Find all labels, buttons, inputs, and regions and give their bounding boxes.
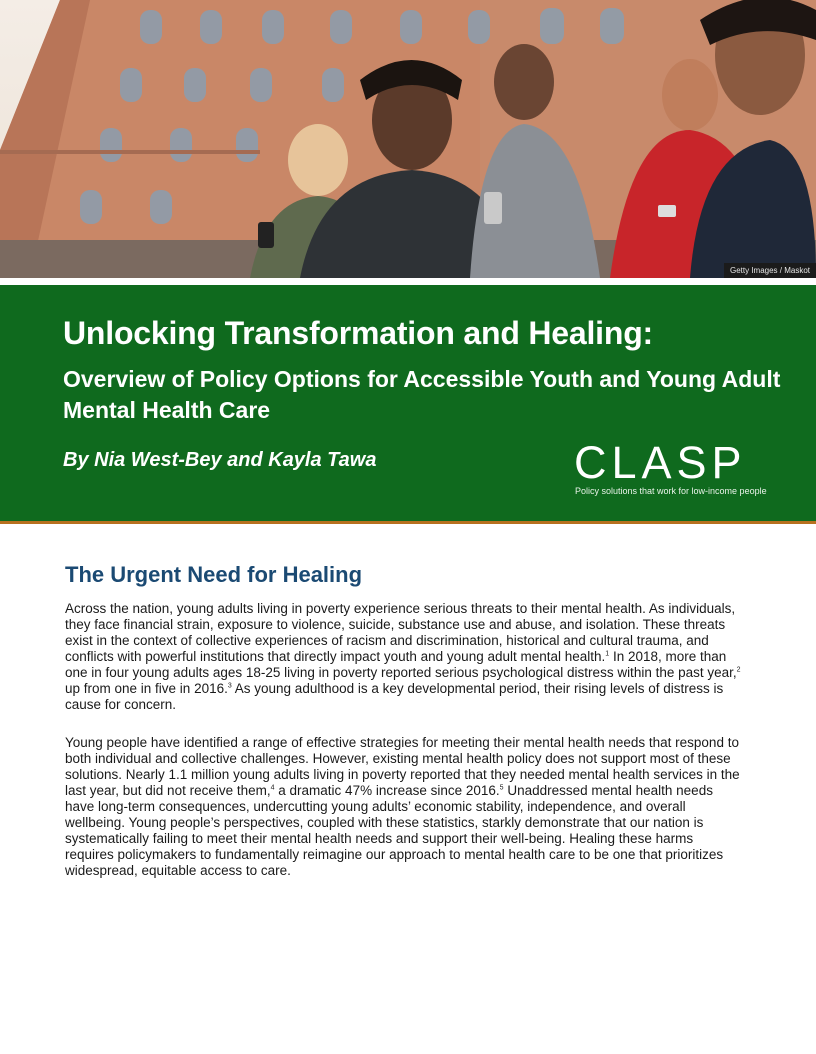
body-paragraph-1: [65, 601, 745, 713]
p2-text-c: Unaddressed mental health needs have long-term consequences, undercutting young adults’ economic stability, independence, and overall wellbeing. Young people’s perspectives, coupled with these statistics, starkly demonstrate that our nation is systematically failing to meet their mental health needs and support their well-being. Healing these harms requires policymakers to fundamentally reimagine our approach to mental health care to be one that prioritizes widespread, equitable access to care.: [65, 783, 724, 878]
p1-text-c: up from one in five in 2016.: [65, 681, 228, 696]
author-byline: By Nia West-Bey and Kayla Tawa: [63, 449, 377, 471]
footnote-ref[interactable]: 1: [605, 650, 610, 658]
p2-text-b: a dramatic 47% increase since 2016.: [274, 783, 500, 798]
footnote-ref[interactable]: 5: [499, 784, 504, 792]
p1-text-b: In 2018, more than one in four young adults ages 18-25 living in poverty reported serious psychological distress within the past year,: [65, 649, 737, 680]
p1-text-a: Across the nation, young adults living in poverty experience serious threats to their mental health. As individuals, they face financial strain, exposure to violence, suicide, substance use and abuse, and isolation. These threats exist in the context of collective experiences of racism and discrimination, historical and cultural trauma, and conflicts with powerful institutions that directly impact youth and young adult mental health.: [65, 601, 736, 664]
document-title: Unlocking Transformation and Healing:: [63, 315, 653, 351]
footnote-ref[interactable]: 2: [736, 666, 741, 674]
footnote-ref[interactable]: 3: [227, 682, 232, 690]
hero-illustration: [0, 0, 816, 278]
hero-photo: [0, 0, 816, 278]
clasp-logo: [574, 437, 774, 497]
logo-wordmark: CLASP: [574, 437, 747, 488]
footnote-ref[interactable]: 4: [270, 784, 275, 792]
body-paragraph-2: [65, 735, 745, 879]
photo-credit: Getty Images / Maskot: [724, 263, 816, 278]
document-subtitle: Overview of Policy Options for Accessible Youth and Young Adult Mental Health Care: [63, 366, 781, 423]
p1-text-d: As young adulthood is a key developmental period, their rising levels of distress is cause for concern.: [65, 681, 724, 712]
section-heading: The Urgent Need for Healing: [65, 562, 363, 587]
logo-tagline: Policy solutions that work for low-income people: [575, 486, 767, 496]
p2-text-a: Young people have identified a range of effective strategies for meeting their mental health needs that respond to both individual and collective challenges. However, existing mental health policy does not support most of these solutions. Nearly 1.1 million young adults living in poverty reported that they needed mental health services in the last year, but did not receive them,: [65, 735, 740, 798]
